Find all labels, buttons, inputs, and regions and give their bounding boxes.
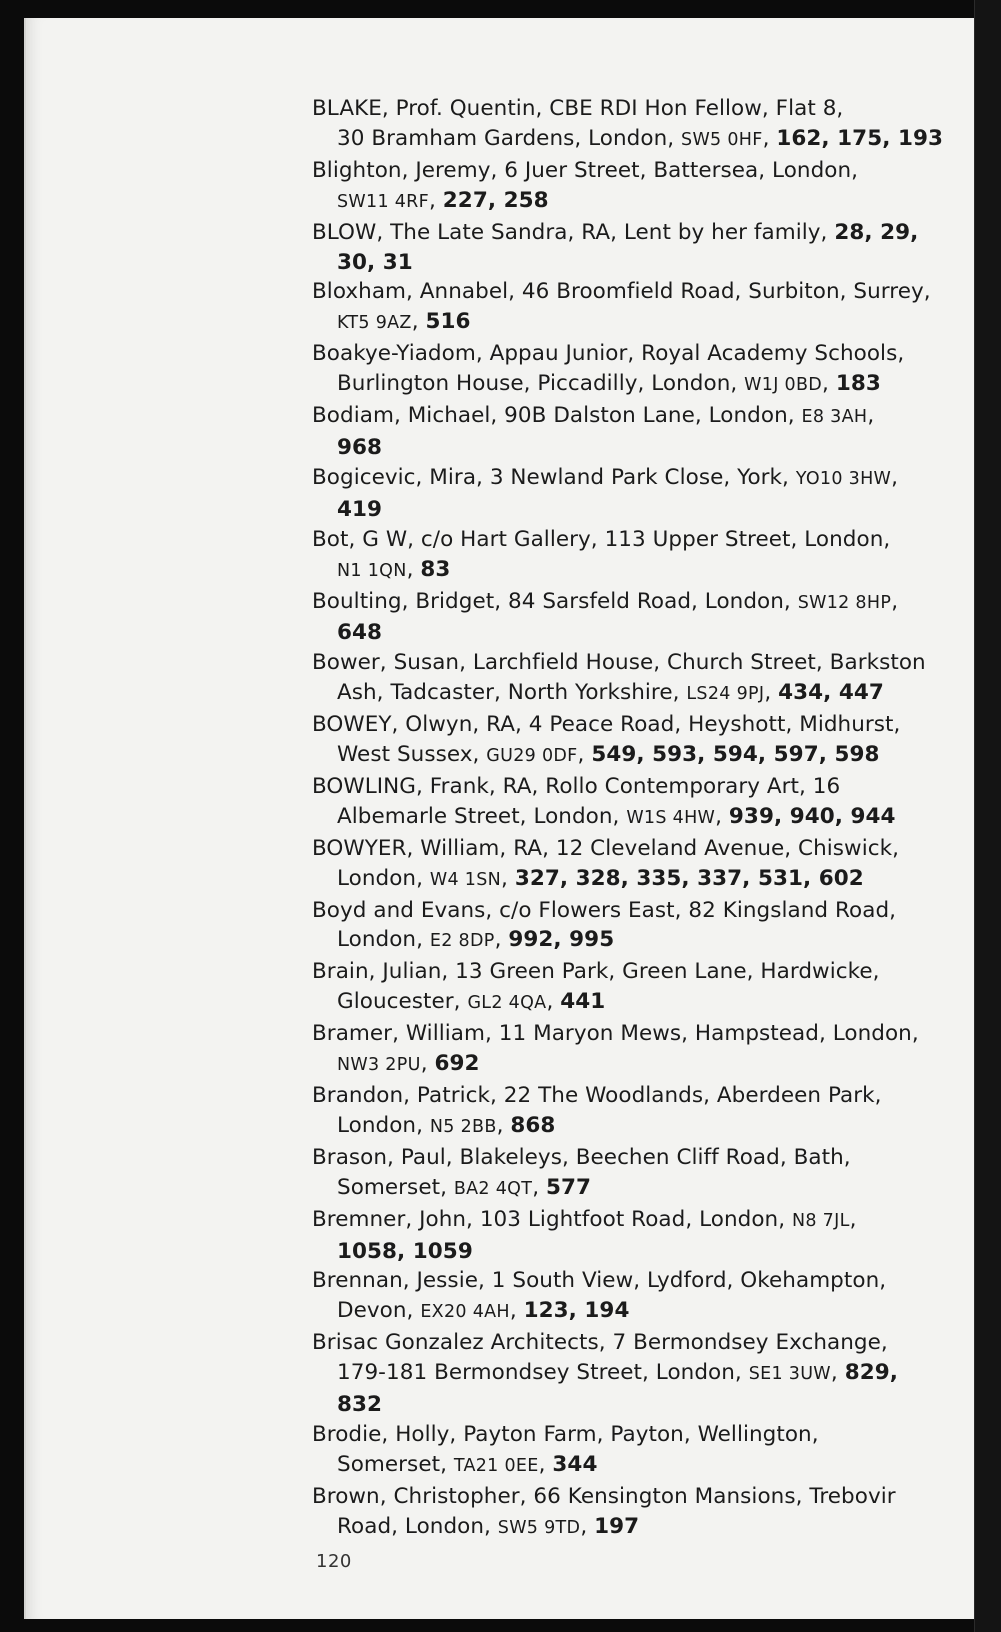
index-entry: BLAKE, Prof. Quentin, CBE RDI Hon Fellow, Flat 8, 30 Bramham Gardens, London, SW5 0HF, 162, 175, 193 [312, 96, 943, 151]
entry-pages: 183 [835, 371, 881, 397]
entry-pages: 434, 447 [778, 680, 884, 706]
entry-pages: 28, 29, 30, 31 [337, 219, 919, 275]
entry-pages: 648 [337, 620, 383, 646]
entry-pages: 829, 832 [337, 1360, 898, 1418]
index-entry: Bower, Susan, Larchfield House, Church Street, Barkston Ash, Tadcaster, North Yorkshire, LS24 9PJ, 434, 447 [312, 650, 926, 706]
entry-postcode: W4 1SN [429, 869, 502, 890]
entry-postcode: TA21 0EE [453, 1455, 539, 1476]
index-entry: Boakye-Yiadom, Appau Junior, Royal Academy Schools, Burlington House, Piccadilly, London, W1J 0BD, 183 [312, 341, 905, 397]
entry-text: Boakye-Yiadom, Appau Junior, Royal Academy Schools, Burlington House, Piccadilly, London, [312, 341, 905, 397]
index-entry: Bot, G W, c/o Hart Gallery, 113 Upper Street, London, N1 1QN, 83 [312, 526, 891, 582]
entry-text: Bot, G W, c/o Hart Gallery, 113 Upper Street, London, [312, 526, 891, 552]
entry-text: Bloxham, Annabel, 46 Broomfield Road, Surbiton, Surrey, [312, 279, 931, 305]
entry-text: Boyd and Evans, c/o Flowers East, 82 Kingsland Road, London, [312, 897, 897, 953]
index-entry: Blighton, Jeremy, 6 Juer Street, Battersea, London, SW11 4RF, 227, 258 [312, 157, 859, 213]
index-entry: Bloxham, Annabel, 46 Broomfield Road, Surbiton, Surrey, KT5 9AZ, 516 [312, 279, 931, 335]
index-entry: Bremner, John, 103 Lightfoot Road, London, N8 7JL, 1058, 1059 [312, 1206, 857, 1264]
index-entry: BOWYER, William, RA, 12 Cleveland Avenue, Chiswick, London, W4 1SN, 327, 328, 335, 337, 531, 602 [312, 835, 899, 891]
entry-pages: 577 [546, 1174, 592, 1200]
entry-text: Brain, Julian, 13 Green Park, Green Lane, Hardwicke, Gloucester, [312, 959, 880, 1015]
entry-postcode: W1S 4HW [626, 807, 716, 828]
book-page [24, 18, 977, 1619]
entry-text: Brason, Paul, Blakeleys, Beechen Cliff Road, Bath, Somerset, [312, 1144, 851, 1200]
entry-postcode: N1 1QN [337, 560, 407, 581]
index-entry: Brown, Christopher, 66 Kensington Mansions, Trebovir Road, London, SW5 9TD, 197 [312, 1483, 896, 1539]
index-entry: Bogicevic, Mira, 3 Newland Park Close, York, YO10 3HW, 419 [312, 464, 899, 522]
entry-pages: 83 [420, 556, 451, 582]
entry-text: Bodiam, Michael, 90B Dalston Lane, London, [312, 403, 802, 429]
entry-pages: 419 [337, 496, 383, 522]
page-edge [974, 0, 1001, 1632]
index-entry: Brain, Julian, 13 Green Park, Green Lane, Hardwicke, Gloucester, GL2 4QA, 441 [312, 959, 880, 1015]
index-list [312, 94, 992, 1544]
entry-pages: 692 [434, 1051, 480, 1077]
entry-pages: 227, 258 [442, 187, 549, 213]
page-number: 120 [316, 1551, 352, 1572]
index-entry: Boyd and Evans, c/o Flowers East, 82 Kingsland Road, London, E2 8DP, 992, 995 [312, 897, 897, 953]
entry-pages: 123, 194 [523, 1298, 630, 1324]
index-entry: Boulting, Bridget, 84 Sarsfeld Road, London, SW12 8HP, 648 [312, 588, 899, 646]
index-entry: Brennan, Jessie, 1 South View, Lydford, Okehampton, Devon, EX20 4AH, 123, 194 [312, 1268, 887, 1324]
entry-postcode: E8 3AH [801, 407, 868, 428]
entry-postcode: GU29 0DF [486, 746, 578, 767]
entry-postcode: W1J 0BD [744, 375, 823, 396]
entry-postcode: GL2 4QA [467, 993, 547, 1014]
index-entry: Bramer, William, 11 Maryon Mews, Hampstead, London, NW3 2PU, 692 [312, 1021, 919, 1077]
index-entry [312, 218, 992, 278]
entry-postcode: E2 8DP [429, 931, 495, 952]
entry-pages: 549, 593, 594, 597, 598 [591, 742, 880, 768]
entry-postcode: YO10 3HW [795, 468, 892, 489]
entry-pages: 992, 995 [508, 927, 615, 953]
entry-text: Brodie, Holly, Payton Farm, Payton, Wellington, Somerset, [312, 1421, 819, 1477]
index-entry: BOWLING, Frank, RA, Rollo Contemporary Art, 16 Albemarle Street, London, W1S 4HW, 939, 940, 944 [312, 773, 896, 829]
entry-text: BOWEY, Olwyn, RA, 4 Peace Road, Heyshott, Midhurst, West Sussex, [312, 712, 901, 768]
entry-pages: 197 [594, 1513, 640, 1539]
entry-postcode: SW11 4RF [337, 191, 430, 212]
entry-postcode: NW3 2PU [337, 1055, 421, 1076]
entry-postcode: KT5 9AZ [337, 313, 412, 334]
entry-postcode: N8 7JL [791, 1210, 850, 1231]
index-entry: Brandon, Patrick, 22 The Woodlands, Aberdeen Park, London, N5 2BB, 868 [312, 1083, 882, 1138]
entry-pages: 868 [510, 1112, 556, 1138]
entry-text: BOWYER, William, RA, 12 Cleveland Avenue, Chiswick, London, [312, 835, 899, 891]
index-entry: Brason, Paul, Blakeleys, Beechen Cliff Road, Bath, Somerset, BA2 4QT, 577 [312, 1144, 851, 1200]
entry-pages: 516 [425, 309, 471, 335]
entry-text: Bower, Susan, Larchfield House, Church Street, Barkston Ash, Tadcaster, North Yorkshire, [312, 650, 926, 706]
entry-text: Bramer, William, 11 Maryon Mews, Hampstead, London, [312, 1021, 919, 1047]
index-entry: BOWEY, Olwyn, RA, 4 Peace Road, Heyshott, Midhurst, West Sussex, GU29 0DF, 549, 593, 594, 597, 598 [312, 712, 901, 768]
index-entry: Brisac Gonzalez Architects, 7 Bermondsey Exchange, 179-181 Bermondsey Street, London, SE1 3UW, 829, 832 [312, 1330, 898, 1418]
entry-postcode: EX20 4AH [420, 1302, 510, 1323]
entry-text: Brown, Christopher, 66 Kensington Mansions, Trebovir Road, London, [312, 1483, 896, 1539]
entry-postcode: BA2 4QT [453, 1178, 533, 1199]
entry-text: Boulting, Bridget, 84 Sarsfeld Road, London, [312, 588, 798, 614]
entry-text: BOWLING, Frank, RA, Rollo Contemporary Art, 16 Albemarle Street, London, [312, 773, 841, 829]
entry-postcode: SE1 3UW [748, 1364, 831, 1385]
entry-text: Brennan, Jessie, 1 South View, Lydford, Okehampton, Devon, [312, 1268, 887, 1324]
entry-pages: 441 [560, 989, 606, 1015]
index-entry: Brodie, Holly, Payton Farm, Payton, Wellington, Somerset, TA21 0EE, 344 [312, 1421, 819, 1477]
entry-pages: 162, 175, 193 [776, 125, 943, 151]
entry-pages: 968 [337, 434, 383, 460]
entry-postcode: LS24 9PJ [686, 684, 765, 705]
entry-text: Bogicevic, Mira, 3 Newland Park Close, York, [312, 464, 796, 490]
entry-text: Blighton, Jeremy, 6 Juer Street, Battersea, London, [312, 157, 859, 183]
entry-pages: 939, 940, 944 [728, 803, 896, 829]
entry-postcode: N5 2BB [429, 1116, 497, 1137]
entry-text: Bremner, John, 103 Lightfoot Road, London, [312, 1206, 792, 1232]
entry-text: Brisac Gonzalez Architects, 7 Bermondsey Exchange, 179-181 Bermondsey Street, London, [312, 1330, 888, 1386]
entry-postcode: SW5 9TD [497, 1517, 581, 1538]
entry-text: BLOW, The Late Sandra, RA, Lent by her family, [312, 219, 835, 245]
entry-pages: 327, 328, 335, 337, 531, 602 [514, 865, 864, 891]
entry-text: Brandon, Patrick, 22 The Woodlands, Aberdeen Park, London, [312, 1083, 882, 1138]
index-entry: Bodiam, Michael, 90B Dalston Lane, London, E8 3AH, 968 [312, 403, 875, 460]
entry-postcode: SW5 0HF [681, 129, 763, 150]
entry-postcode: SW12 8HP [797, 592, 892, 613]
entry-pages: 1058, 1059 [337, 1238, 473, 1264]
entry-text: BLAKE, Prof. Quentin, CBE RDI Hon Fellow, Flat 8, 30 Bramham Gardens, London, [312, 96, 844, 151]
entry-pages: 344 [552, 1451, 598, 1477]
